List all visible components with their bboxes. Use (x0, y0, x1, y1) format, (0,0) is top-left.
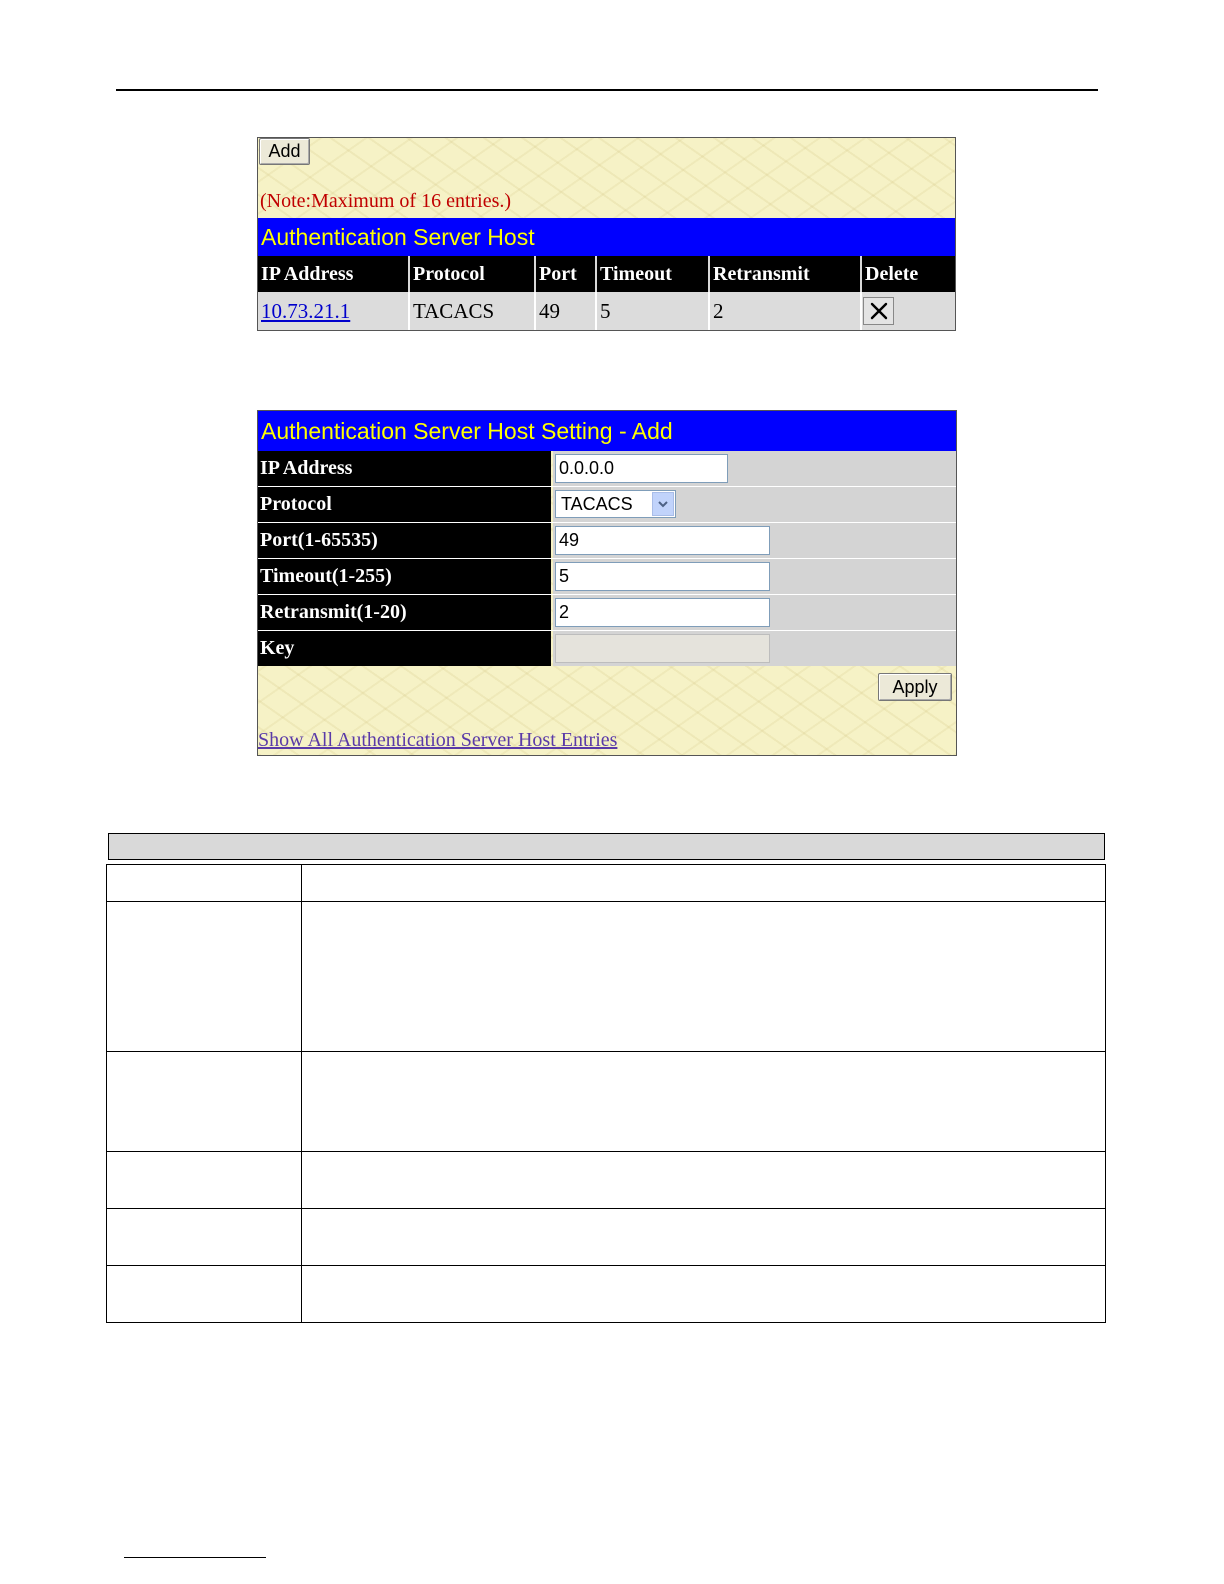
column-header-delete: Delete (865, 262, 919, 285)
description-table-header (108, 833, 1105, 860)
column-header-timeout: Timeout (600, 262, 672, 285)
dropdown-arrow[interactable] (652, 492, 674, 516)
server-host-setting-panel (257, 410, 957, 756)
top-rule (116, 89, 1098, 91)
table-row (107, 1052, 1106, 1152)
table-row (258, 292, 955, 330)
ip-address-label: IP Address (258, 451, 551, 486)
field-row-ip-address (258, 451, 956, 487)
chevron-down-icon (657, 499, 669, 509)
server-host-list-panel (257, 137, 956, 331)
table-row (107, 1266, 1106, 1323)
port-label: Port(1-65535) (258, 523, 551, 558)
table-row (107, 902, 1106, 1052)
footer-rule (124, 1557, 266, 1558)
column-header-port: Port (539, 262, 577, 285)
delete-button[interactable] (863, 297, 894, 325)
field-row-protocol (258, 487, 956, 523)
table-header-row (258, 256, 955, 292)
retransmit-input[interactable] (555, 598, 770, 627)
field-row-key (258, 631, 956, 667)
protocol-label: Protocol (258, 487, 551, 522)
max-entries-note: (Note:Maximum of 16 entries.) (260, 190, 512, 212)
list-panel-title: Authentication Server Host (258, 218, 955, 256)
host-timeout-cell: 5 (600, 298, 611, 323)
column-header-retransmit: Retransmit (713, 262, 810, 285)
column-header-ip-address: IP Address (261, 262, 354, 285)
apply-button[interactable]: Apply (878, 673, 952, 701)
timeout-label: Timeout(1-255) (258, 559, 551, 594)
setting-panel-title: Authentication Server Host Setting - Add (258, 411, 956, 451)
host-protocol-cell: TACACS (413, 298, 495, 323)
column-header-protocol: Protocol (413, 262, 485, 285)
timeout-input[interactable] (555, 562, 770, 591)
protocol-selected-value: TACACS (561, 493, 633, 514)
show-all-entries-link[interactable]: Show All Authentication Server Host Entries (258, 729, 618, 751)
port-input[interactable] (555, 526, 770, 555)
ip-address-input[interactable] (555, 454, 728, 483)
field-row-retransmit (258, 595, 956, 631)
add-button[interactable]: Add (259, 138, 310, 165)
table-row (107, 1152, 1106, 1209)
field-row-timeout (258, 559, 956, 595)
table-row (107, 1209, 1106, 1266)
delete-x-icon (869, 301, 889, 321)
protocol-select[interactable] (555, 490, 676, 518)
table-row (107, 865, 1106, 902)
description-table (106, 864, 1106, 1323)
field-row-port (258, 523, 956, 559)
key-label: Key (258, 631, 551, 666)
host-ip-link[interactable]: 10.73.21.1 (261, 298, 351, 323)
host-port-cell: 49 (539, 298, 560, 323)
key-input[interactable] (555, 634, 770, 663)
host-retransmit-cell: 2 (713, 298, 724, 323)
retransmit-label: Retransmit(1-20) (258, 595, 551, 630)
